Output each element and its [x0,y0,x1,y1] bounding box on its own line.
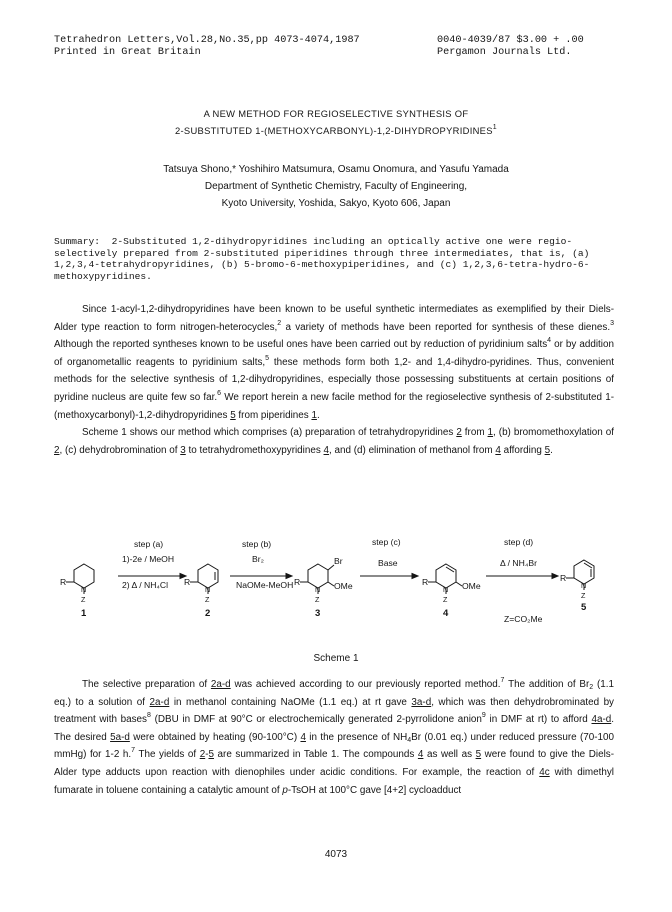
title-line-2 [0,125,672,136]
compound-ref: 4 [323,444,330,456]
atom-r-2: R [184,577,191,587]
compound-ref: 1 [311,409,317,421]
intro-text [54,301,614,459]
publisher: Pergamon Journals Ltd. [437,47,572,58]
compound-number-2: 2 [205,608,211,619]
step-b-label: step (b) [242,539,272,549]
ref-2: 2 [277,319,282,327]
paragraph-1: Since 1-acyl-1,2-dihydropyridines have been known to be useful synthetic intermediates as exemplified by their Diels-Alder type reaction to form nitrogen-heterocycles,$^2$ a variety of methods have been reported for synthesis of these dienes.$^3$ Although the reported syntheses known to be useful ones have been carried out by reduction of pyridinium salts$^4$ or by addition of organometallic reagents to pyridinium salts,$^5$ these methods form both 1,2- and 1,4-dihydro-pyridines. Thus, convenient methods for the selective synthesis of 1,2-dihydropyridines, especially those possessing substituents at certain positions of pyridine nucleus are quite few so far.$^6$ We report herein a new facile method for the regioselective synthesis of 2-substituted 1-(methoxycarbonyl)-1,2-dihydropyridines 5 from piperidines 1. [54,304,614,421]
compound-ref: 2 [456,427,462,439]
step-c-reagent: Base [378,558,398,568]
compound-ref: 2a-d [210,679,231,690]
compound-ref: 3a-d [411,696,432,708]
title-footnote: 1 [492,124,497,131]
arrowhead-step-d [552,574,558,579]
compound-5-structure [566,560,594,590]
step-a-reagent-2: 2) Δ / NH₄Cl [122,580,169,590]
affiliation-2: Kyoto University, Yoshida, Sakyo, Kyoto 606, Japan [221,198,451,209]
compound-ref: 3 [180,444,186,456]
atom-z-1: Z [81,595,86,604]
compound-ref: 4 [495,444,501,456]
arrowhead-step-c [412,574,418,579]
atom-br-3: Br [334,556,343,566]
paragraph-3: The selective preparation of 2a-d was achieved according to our previously reported method.$^7$ The addition of $Br_2$ (1.1 eq.) to a solution of 2a-d in methanol containing NaOMe (1.1 eq.) at rt gave 3a-d, which was then dehydrobrominated by treatment with bases$^8$ (DBU in DMF at 90°C or electrochemically generated 2-pyrrolidone anion$^9$ in DMF at rt) to afford 4a-d. The desired 5a-d were obtained by heating (90-100°C) 4 in the presence of $NH_4Br$ (0.01 eq.) under reduced pressure (70-100 mmHg) for 1-2 h.$^7$ The yields of 2-5 are summarized in Table 1. The compounds 4 as well as 5 were found to give the Diels-Alder type adducts upon reaction with dienophiles under acidic conditions. For example, the reaction of 4c with dimethyl fumarate in toluene containing a catalytic amount of p-TsOH at 100°C gave [4+2] cycloadduct [54,677,615,796]
page-number: 4073 [324,849,348,860]
atom-ome-4: OMe [462,581,481,591]
atom-z-3: Z [315,595,320,604]
ref-5: 5 [265,354,270,362]
title-line-1: A NEW METHOD FOR REGIOSELECTIVE SYNTHESIS OF [203,108,469,119]
step-a-label: step (a) [134,539,164,549]
compound-ref: 5 [475,749,482,761]
step-b-reagent-2: NaOMe-MeOH [236,580,294,590]
affiliation-1: Department of Synthetic Chemistry, Faculty of Engineering, [204,181,468,192]
compound-2-structure [190,564,218,594]
atom-n-2: N [205,585,211,594]
atom-r-1: R [60,577,67,587]
atom-r-3: R [294,577,301,587]
title-text: 2-SUBSTITUTED 1-(METHOXYCARBONYL)-1,2-DIHYDROPYRIDINES [174,125,493,136]
atom-n-4: N [443,585,449,594]
compound-ref: 2 [54,444,60,456]
atom-n-5: N [581,581,587,590]
compound-ref: 4c [539,766,550,778]
atom-ome-3: OMe [334,581,353,591]
summary-label: Summary: [54,236,101,247]
compound-ref: 2 [199,749,206,761]
printed-in: Printed in Great Britain [54,47,201,58]
compound-number-5: 5 [581,602,587,613]
atom-n-1: N [81,585,87,594]
compound-ref: 5a-d [110,731,130,743]
compound-ref: 5 [208,749,214,761]
paragraph-2: Scheme 1 shows our method which comprises (a) preparation of tetrahydropyridines 2 from 1, (b) bromomethoxylation of 2, (c) dehydrobromination of 3 to tetrahydromethoxypyridines 4, and (d) elimination of methanol from 4 affording 5. [54,427,614,456]
atom-n-3: N [315,585,321,594]
arrowhead-step-b [286,574,292,579]
scheme-caption: Scheme 1 [313,653,359,664]
compound-ref: 5 [230,409,236,421]
author-list: Tatsuya Shono,* Yoshihiro Matsumura, Osamu Onomura, and Yasufu Yamada [163,164,509,175]
summary [54,236,614,282]
step-c-label: step (c) [372,538,401,547]
step-d-reagent: Δ / NH₄Br [500,558,537,568]
z-definition: Z=CO₂Me [504,614,543,624]
results-text [54,676,614,799]
compound-1-structure [66,564,94,594]
compound-number-3: 3 [315,608,321,619]
ref-9: 9 [481,712,486,720]
ref-8: 8 [146,712,151,720]
ref-3: 3 [610,319,614,327]
issn-code: 0040-4039/87 $3.00 + .00 [437,35,584,46]
atom-r-4: R [422,577,429,587]
compound-ref: 4a-d [591,714,612,726]
compound-ref: 1 [487,427,494,439]
ref-7: 7 [500,677,505,684]
compound-ref: 4 [300,731,306,743]
step-b-reagent-1: Br₂ [252,554,264,564]
atom-z-4: Z [443,595,448,604]
summary-text: 2-Substituted 1,2-dihydropyridines including an optically active one were regio-selectively prepared from 2-substituted piperidines through three intermediates, that is, (a) 1,2,3,4-tetrahydropyridines, (b) 5-bromo-6-methoxypiperidines, and (c) 1,2,3,6-tetra-hydro-6-methoxypyridines. [54,236,590,282]
atom-r-5: R [560,573,567,583]
atom-z-5: Z [581,591,586,600]
compound-number-1: 1 [81,608,87,619]
journal-citation: Tetrahedron Letters,Vol.28,No.35,pp 4073-4074,1987 [54,35,360,46]
ref-7b: 7 [131,747,136,755]
ref-4: 4 [547,337,552,345]
reaction-scheme [54,538,620,643]
compound-ref: 5 [544,444,551,456]
compound-number-4: 4 [443,608,449,619]
step-a-reagent-1: 1)-2e / MeOH [122,554,175,564]
compound-ref: 2a-d [149,696,170,708]
step-d-label: step (d) [504,538,534,547]
ref-6: 6 [217,389,222,397]
compound-ref: 4 [417,749,424,761]
atom-z-2: Z [205,595,210,604]
